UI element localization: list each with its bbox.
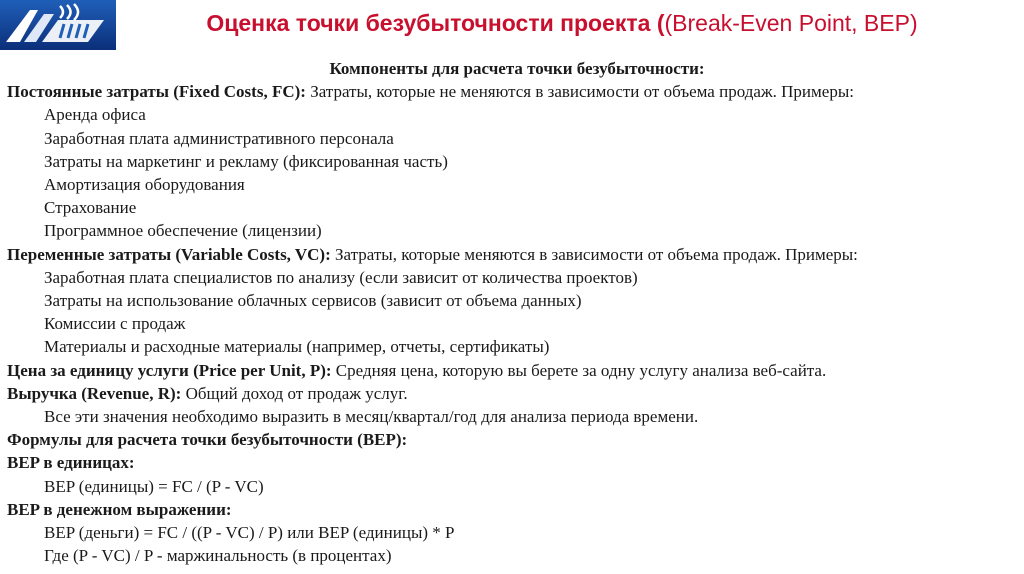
margin-note: Где (P - VC) / P - маржинальность (в процентах) — [44, 546, 392, 566]
variable-cost-item: Заработная плата специалистов по анализу (если зависит от количества проектов) — [44, 267, 638, 287]
fixed-costs-heading: Постоянные затраты (Fixed Costs, FC): — [7, 82, 306, 102]
components-subtitle: Компоненты для расчета точки безубыточности: — [329, 59, 705, 78]
title-english: (Break-Even Point, BEP) — [664, 10, 918, 36]
revenue-line — [7, 382, 1017, 405]
slide-title — [122, 10, 1002, 37]
slide-content — [7, 57, 1017, 567]
variable-costs-heading: Переменные затраты (Variable Costs, VC): — [7, 244, 331, 264]
fixed-cost-item: Программное обеспечение (лицензии) — [44, 221, 322, 241]
variable-costs-line — [7, 243, 1017, 266]
fixed-costs-text: Затраты, которые не меняются в зависимости от объема продаж. Примеры: — [305, 82, 854, 102]
formulas-heading: Формулы для расчета точки безубыточности (BEP): — [7, 430, 408, 450]
fixed-cost-item: Аренда офиса — [44, 105, 146, 125]
revenue-heading: Выручка (Revenue, R): — [7, 383, 182, 403]
fixed-costs-line — [7, 80, 1017, 103]
company-logo-icon — [0, 0, 116, 50]
bep-money-formula: BEP (деньги) = FC / ((P - VC) / P) или BEP (единицы) * P — [44, 523, 455, 543]
fixed-cost-item: Заработная плата административного персонала — [44, 128, 394, 148]
variable-cost-item: Затраты на использование облачных сервисов (зависит от объема данных) — [44, 291, 582, 311]
fixed-cost-item: Затраты на маркетинг и рекламу (фиксированная часть) — [44, 151, 448, 171]
bep-units-formula: BEP (единицы) = FC / (P - VC) — [44, 476, 264, 496]
fixed-cost-item: Амортизация оборудования — [44, 175, 245, 195]
bep-money-heading: BEP в денежном выражении: — [7, 499, 232, 519]
price-heading: Цена за единицу услуги (Price per Unit, P): — [7, 360, 332, 380]
price-text: Средняя цена, которую вы берете за одну услугу анализа веб-сайта. — [331, 360, 827, 380]
revenue-text: Общий доход от продаж услуг. — [181, 383, 408, 403]
title-main: Оценка точки безубыточности проекта ( — [206, 10, 665, 36]
fixed-cost-item: Страхование — [44, 198, 137, 218]
variable-costs-text: Затраты, которые меняются в зависимости от объема продаж. Примеры: — [330, 244, 858, 264]
revenue-note: Все эти значения необходимо выразить в месяц/квартал/год для анализа периода времени. — [44, 407, 699, 427]
variable-cost-item: Материалы и расходные материалы (например, отчеты, сертификаты) — [44, 337, 550, 357]
price-line — [7, 359, 1017, 382]
variable-cost-item: Комиссии с продаж — [44, 314, 186, 334]
bep-units-heading: BEP в единицах: — [7, 453, 135, 473]
